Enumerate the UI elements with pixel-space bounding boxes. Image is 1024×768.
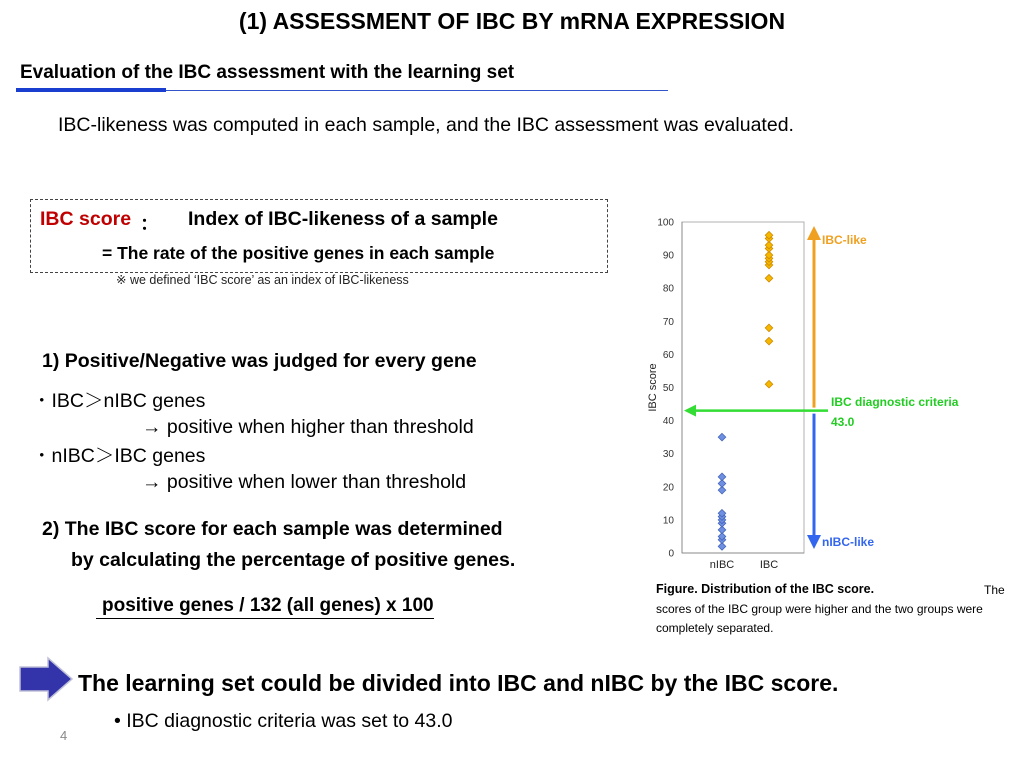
page-number: 4 — [60, 728, 68, 743]
y-tick-label-40: 40 — [662, 416, 674, 428]
point-ibc-0 — [765, 380, 773, 388]
y-tick-label-10: 10 — [662, 515, 674, 527]
score-note: ※ we defined ‘IBC score’ as an index of IBC-likeness — [116, 273, 409, 287]
conclusion-text: The learning set could be divided into IBC and nIBC by the IBC score. — [78, 670, 839, 696]
slide-title: (1) ASSESSMENT OF IBC BY mRNA EXPRESSION — [238, 8, 786, 34]
step1-bullet-nibc-genes: ・nIBC＞IBC genes — [32, 445, 206, 467]
criteria-arrow-head — [684, 405, 696, 417]
score-formula: positive genes / 132 (all genes) x 100 — [96, 595, 434, 619]
point-ibc-3 — [765, 274, 773, 282]
chart-annotations — [684, 226, 959, 549]
ibc-like-label: IBC-like — [822, 233, 867, 247]
plot-frame — [682, 222, 804, 553]
nibc-like-label: nIBC-like — [822, 535, 875, 549]
criteria-value-label: 43.0 — [831, 415, 855, 429]
y-tick-label-30: 30 — [662, 449, 674, 461]
y-tick-label-80: 80 — [662, 283, 674, 295]
point-nibc-10 — [718, 473, 726, 481]
point-ibc-1 — [765, 337, 773, 345]
y-tick-label-70: 70 — [662, 316, 674, 328]
y-tick-label-20: 20 — [662, 482, 674, 494]
section-subtitle: Evaluation of the IBC assessment with the learning set — [20, 62, 515, 83]
y-tick-label-100: 100 — [657, 217, 674, 229]
ibc-like-arrow-head — [807, 226, 821, 240]
x-tick-label-nibc: nIBC — [709, 559, 735, 571]
figure-caption-start: The — [984, 583, 1005, 597]
y-tick-label-90: 90 — [662, 250, 674, 262]
criteria-bullet: • IBC diagnostic criteria was set to 43.0 — [114, 710, 453, 732]
score-definition: Index of IBC-likeness of a sample — [188, 208, 498, 230]
score-label: IBC score — [40, 208, 132, 230]
point-nibc-11 — [718, 433, 726, 441]
step2-title: 2) The IBC score for each sample was determined — [42, 518, 503, 540]
y-tick-label-0: 0 — [668, 548, 674, 560]
score-rate-text: = The rate of the positive genes in each sample — [102, 243, 495, 263]
right-arrow-icon — [18, 656, 74, 702]
step1-bullet-nibc-detail: → positive when lower than threshold — [142, 471, 467, 493]
intro-text: IBC-likeness was computed in each sample, and the IBC assessment was evaluated. — [58, 114, 794, 136]
chart-y-ticks — [657, 218, 674, 560]
x-tick-label-ibc: IBC — [759, 559, 779, 571]
ibc-score-scatter-chart — [640, 210, 1020, 580]
score-colon: ： — [140, 213, 160, 235]
figure-caption-body: scores of the IBC group were higher and the two groups were completely separated. — [656, 602, 983, 635]
figure-caption-title: Figure. Distribution of the IBC score. — [656, 582, 875, 596]
step1-bullet-ibc-genes: ・IBC＞nIBC genes — [32, 390, 206, 412]
nibc-like-arrow-head — [807, 535, 821, 549]
step1-bullet-ibc-detail: → positive when higher than threshold — [142, 416, 474, 438]
chart-points — [718, 231, 773, 550]
y-axis-label: IBC score — [647, 363, 659, 412]
subtitle-underline-accent — [16, 88, 166, 92]
y-tick-label-50: 50 — [662, 383, 674, 394]
criteria-label: IBC diagnostic criteria — [831, 395, 959, 409]
point-ibc-2 — [765, 324, 773, 332]
y-tick-label-60: 60 — [662, 349, 674, 361]
step1-title: 1) Positive/Negative was judged for every gene — [42, 350, 477, 372]
step2-continuation: by calculating the percentage of positive genes. — [71, 549, 516, 571]
